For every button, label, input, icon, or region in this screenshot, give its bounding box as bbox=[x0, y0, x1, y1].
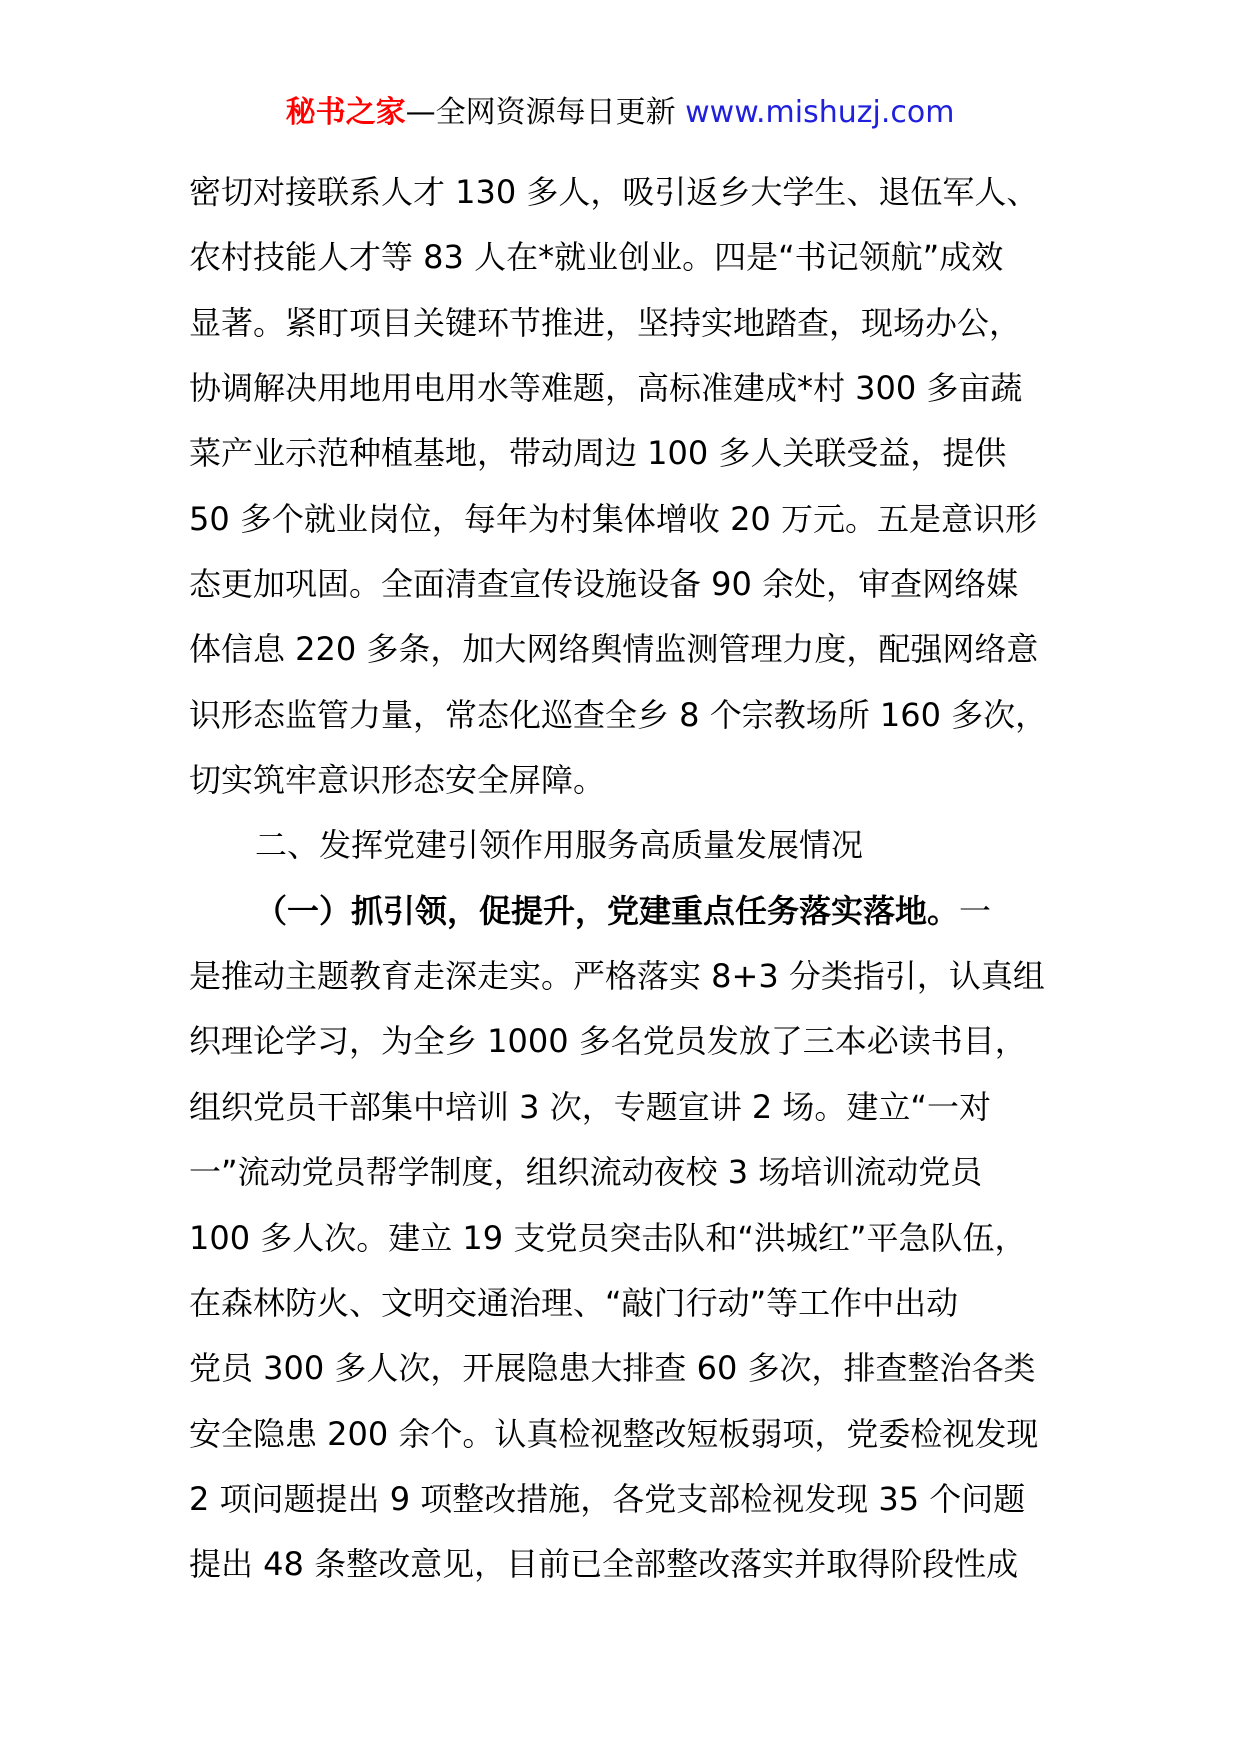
section-heading: 二、发挥党建引领作用服务高质量发展情况 bbox=[255, 826, 864, 865]
text-line: 态更加巩固。全面清查宣传设施设备 90 余处，审查网络媒 bbox=[189, 565, 1019, 604]
site-url-link[interactable]: www.mishuzj.com bbox=[685, 95, 955, 130]
text-line: 组织党员干部集中培训 3 次，专题宣讲 2 场。建立“一对 bbox=[189, 1087, 991, 1126]
text-line: 体信息 220 多条，加大网络舆情监测管理力度，配强网络意 bbox=[189, 630, 1039, 669]
text-line: 识形态监管力量，常态化巡查全乡 8 个宗教场所 160 多次， bbox=[189, 695, 1048, 734]
watermark-header bbox=[0, 93, 1240, 133]
text-line: 织理论学习，为全乡 1000 多名党员发放了三本必读书目， bbox=[189, 1022, 1027, 1061]
text-fragment: 一 bbox=[959, 891, 992, 930]
text-line: 显著。紧盯项目关键环节推进，坚持实地踏查，现场办公， bbox=[189, 303, 1022, 342]
text-line: 50 多个就业岗位，每年为村集体增收 20 万元。五是意识形 bbox=[189, 499, 1037, 538]
text-line: 切实筑牢意识形态安全屏障。 bbox=[189, 761, 606, 800]
subsection-heading-line bbox=[189, 879, 1069, 944]
text-line: 是推动主题教育走深走实。严格落实 8+3 分类指引，认真组 bbox=[189, 957, 1045, 996]
subsection-heading: （一）抓引领，促提升，党建重点任务落实落地。 bbox=[255, 891, 960, 930]
text-line: 在森林防火、文明交通治理、“敲门行动”等工作中出动 bbox=[189, 1283, 959, 1322]
text-line: 提出 48 条整改意见，目前已全部整改落实并取得阶段性成 bbox=[189, 1545, 1019, 1584]
text-line: 100 多人次。建立 19 支党员突击队和“洪城红”平急队伍， bbox=[189, 1218, 1027, 1257]
text-line: 密切对接联系人才 130 多人，吸引返乡大学生、退伍军人、 bbox=[189, 173, 1039, 211]
text-line: 党员 300 多人次，开展隐患大排查 60 多次，排查整治各类 bbox=[189, 1349, 1036, 1388]
text-line: 2 项问题提出 9 项整改措施，各党支部检视发现 35 个问题 bbox=[189, 1479, 1026, 1518]
text-line: 菜产业示范种植基地，带动周边 100 多人关联受益，提供 bbox=[189, 434, 1007, 473]
document-body bbox=[189, 160, 1069, 1598]
brand-name: 秘书之家 bbox=[285, 95, 406, 130]
text-line: 一”流动党员帮学制度，组织流动夜校 3 场培训流动党员 bbox=[189, 1153, 983, 1192]
text-line: 安全隐患 200 余个。认真检视整改短板弱项，党委检视发现 bbox=[189, 1414, 1039, 1453]
text-line: 协调解决用地用电用水等难题，高标准建成*村 300 多亩蔬 bbox=[189, 369, 1023, 408]
header-tagline: —全网资源每日更新 bbox=[405, 95, 676, 130]
text-line: 农村技能人才等 83 人在*就业创业。四是“书记领航”成效 bbox=[189, 238, 1004, 277]
